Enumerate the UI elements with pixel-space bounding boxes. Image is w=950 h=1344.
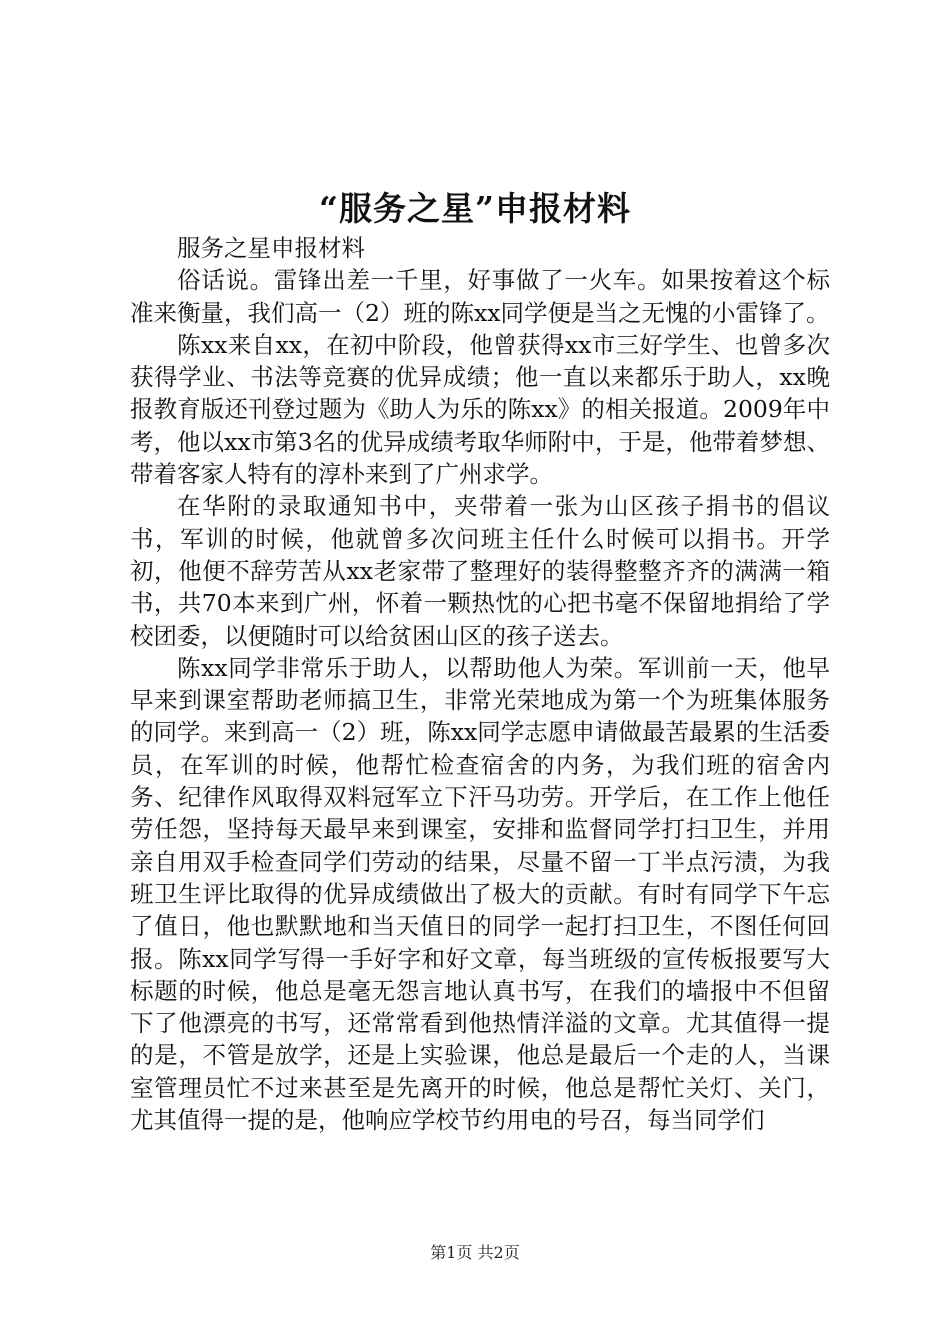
page-footer bbox=[0, 1242, 950, 1264]
document-body bbox=[130, 232, 830, 1136]
page-total: 共2页 bbox=[477, 1243, 520, 1262]
page-number: 第1页 bbox=[430, 1243, 473, 1262]
body-paragraph: 在华附的录取通知书中，夹带着一张为山区孩子捐书的倡议书，军训的时候，他就曾多次问班主任什么时候可以捐书。开学初，他便不辞劳苦从xx老家带了整理好的装得整整齐齐的满满一箱书，共70本来到广州，怀着一颗热忱的心把书毫不保留地捐给了学校团委，以便随时可以给贫困山区的孩子送去。 bbox=[130, 492, 830, 650]
document-title: “服务之星”申报材料 bbox=[319, 189, 631, 228]
body-paragraph: 陈xx来自xx，在初中阶段，他曾获得xx市三好学生、也曾多次获得学业、书法等竞赛的优异成绩；他一直以来都乐于助人，xx晚报教育版还刊登过题为《助人为乐的陈xx》的相关报道。2009年中考，他以xx市第3名的优异成绩考取华师附中，于是，他带着梦想、带着客家人特有的淳朴来到了广州求学。 bbox=[130, 330, 830, 489]
body-paragraph: 服务之星申报材料 bbox=[177, 234, 365, 262]
body-paragraph: 俗话说。雷锋出差一千里，好事做了一火车。如果按着这个标准来衡量，我们高一（2）班的陈xx同学便是当之无愧的小雷锋了。 bbox=[130, 266, 830, 327]
body-paragraph: 陈xx同学非常乐于助人，以帮助他人为荣。军训前一天，他早早来到课室帮助老师搞卫生，非常光荣地成为第一个为班集体服务的同学。来到高一（2）班，陈xx同学志愿申请做最苦最累的生活委员，在军训的时候，他帮忙检查宿舍的内务，为我们班的宿舍内务、纪律作风取得双料冠军立下汗马功劳。开学后，在工作上他任劳任怨，坚持每天最早来到课室，安排和监督同学打扫卫生，并用亲自用双手检查同学们劳动的结果，尽量不留一丁半点污渍，为我班卫生评比取得的优异成绩做出了极大的贡献。有时有同学下午忘了值日，他也默默地和当天值日的同学一起打扫卫生，不图任何回报。陈xx同学写得一手好字和好文章，每当班级的宣传板报要写大标题的时候，他总是毫无怨言地认真书写，在我们的墙报中不但留下了他漂亮的书写，还常常看到他热情洋溢的文章。尤其值得一提的是，不管是放学，还是上实验课，他总是最后一个走的人，当课室管理员忙不过来甚至是先离开的时候，他总是帮忙关灯、关门，尤其值得一提的是，他响应学校节约用电的号召，每当同学们 bbox=[130, 653, 830, 1135]
